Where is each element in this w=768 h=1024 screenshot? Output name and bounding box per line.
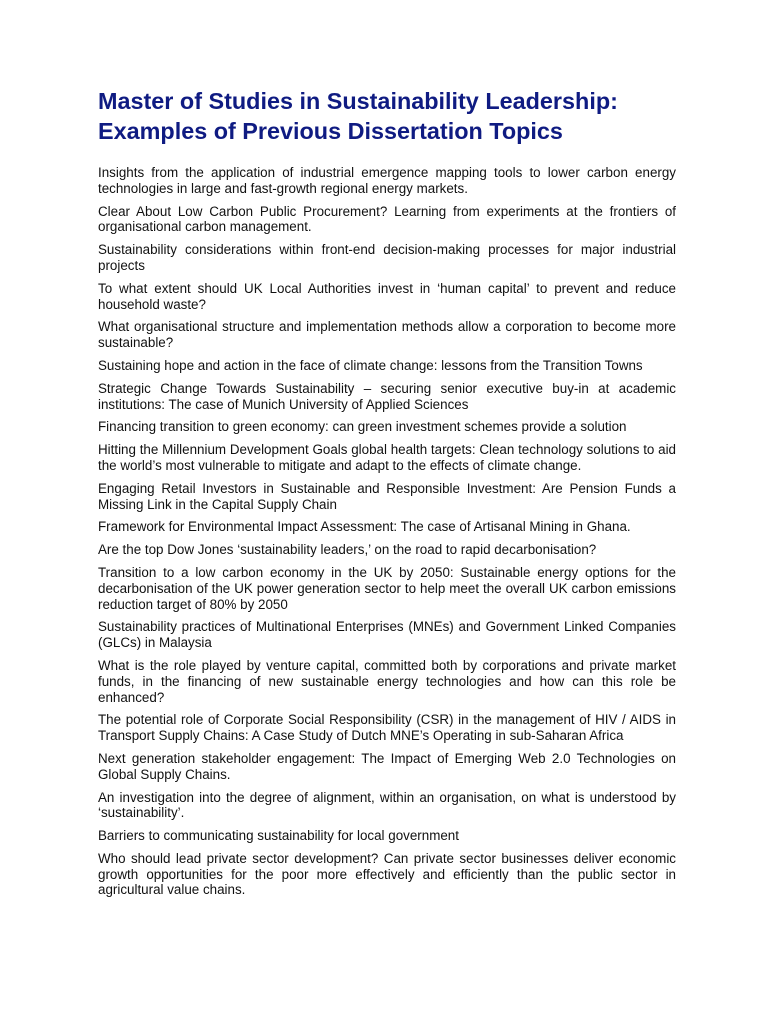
dissertation-topic: Sustainability considerations within front-end decision-making processes for major industrial projects [98, 242, 676, 273]
dissertation-topic: Financing transition to green economy: can green investment schemes provide a solution [98, 419, 627, 435]
dissertation-topic: Clear About Low Carbon Public Procurement? Learning from experiments at the frontiers of organisational carbon management. [98, 203, 676, 235]
dissertation-topic: Who should lead private sector development? Can private sector businesses deliver economic growth opportunities for the poor more effectively and efficiently than the public sector in agricultural value chains. [98, 850, 676, 898]
dissertation-topic: What is the role played by venture capital, committed both by corporations and private market funds, in the financing of new sustainable energy technologies and how can this role be enhanced? [98, 657, 676, 705]
dissertation-topic: Next generation stakeholder engagement: The Impact of Emerging Web 2.0 Technologies on Global Supply Chains. [98, 750, 676, 782]
document-page [98, 86, 676, 905]
dissertation-topic: Transition to a low carbon economy in the UK by 2050: Sustainable energy options for the decarbonisation of the UK power generation sector to help meet the overall UK carbon emissions reduction target of 80% by 2050 [98, 564, 676, 612]
dissertation-topic: To what extent should UK Local Authorities invest in ‘human capital’ to prevent and reduce household waste? [98, 280, 676, 312]
dissertation-topic: Strategic Change Towards Sustainability – securing senior executive buy-in at academic institutions: The case of Munich University of Applied Sciences [98, 380, 676, 412]
page-title-line-1: Master of Studies in Sustainability Leadership: [98, 88, 618, 114]
dissertation-topic: Engaging Retail Investors in Sustainable and Responsible Investment: Are Pension Funds a Missing Link in the Capital Supply Chain [98, 480, 676, 512]
dissertation-topic: Barriers to communicating sustainability for local government [98, 828, 459, 844]
dissertation-topic: What organisational structure and implementation methods allow a corporation to become more sustainable? [98, 319, 676, 351]
dissertation-topic: Sustaining hope and action in the face of climate change: lessons from the Transition Towns [98, 357, 643, 373]
dissertation-topic: Sustainability practices of Multinational Enterprises (MNEs) and Government Linked Companies (GLCs) in Malaysia [98, 619, 676, 651]
dissertation-topic: Insights from the application of industrial emergence mapping tools to lower carbon energy technologies in large and fast-growth regional energy markets. [98, 165, 676, 196]
dissertation-topic: Framework for Environmental Impact Assessment: The case of Artisanal Mining in Ghana. [98, 519, 631, 535]
dissertation-topic: An investigation into the degree of alignment, within an organisation, on what is understood by ‘sustainability’. [98, 789, 676, 821]
page-title [98, 86, 676, 146]
dissertation-topic: The potential role of Corporate Social Responsibility (CSR) in the management of HIV / AIDS in Transport Supply Chains: A Case Study of Dutch MNE’s Operating in sub-Saharan Africa [98, 712, 676, 744]
page-title-line-2: Examples of Previous Dissertation Topics [98, 118, 563, 144]
dissertation-topic: Hitting the Millennium Development Goals global health targets: Clean technology solutions to aid the world’s most vulnerable to mitigate and adapt to the effects of climate change. [98, 442, 676, 473]
dissertation-topic-list [98, 165, 676, 898]
dissertation-topic: Are the top Dow Jones ‘sustainability leaders,’ on the road to rapid decarbonisation? [98, 542, 597, 558]
